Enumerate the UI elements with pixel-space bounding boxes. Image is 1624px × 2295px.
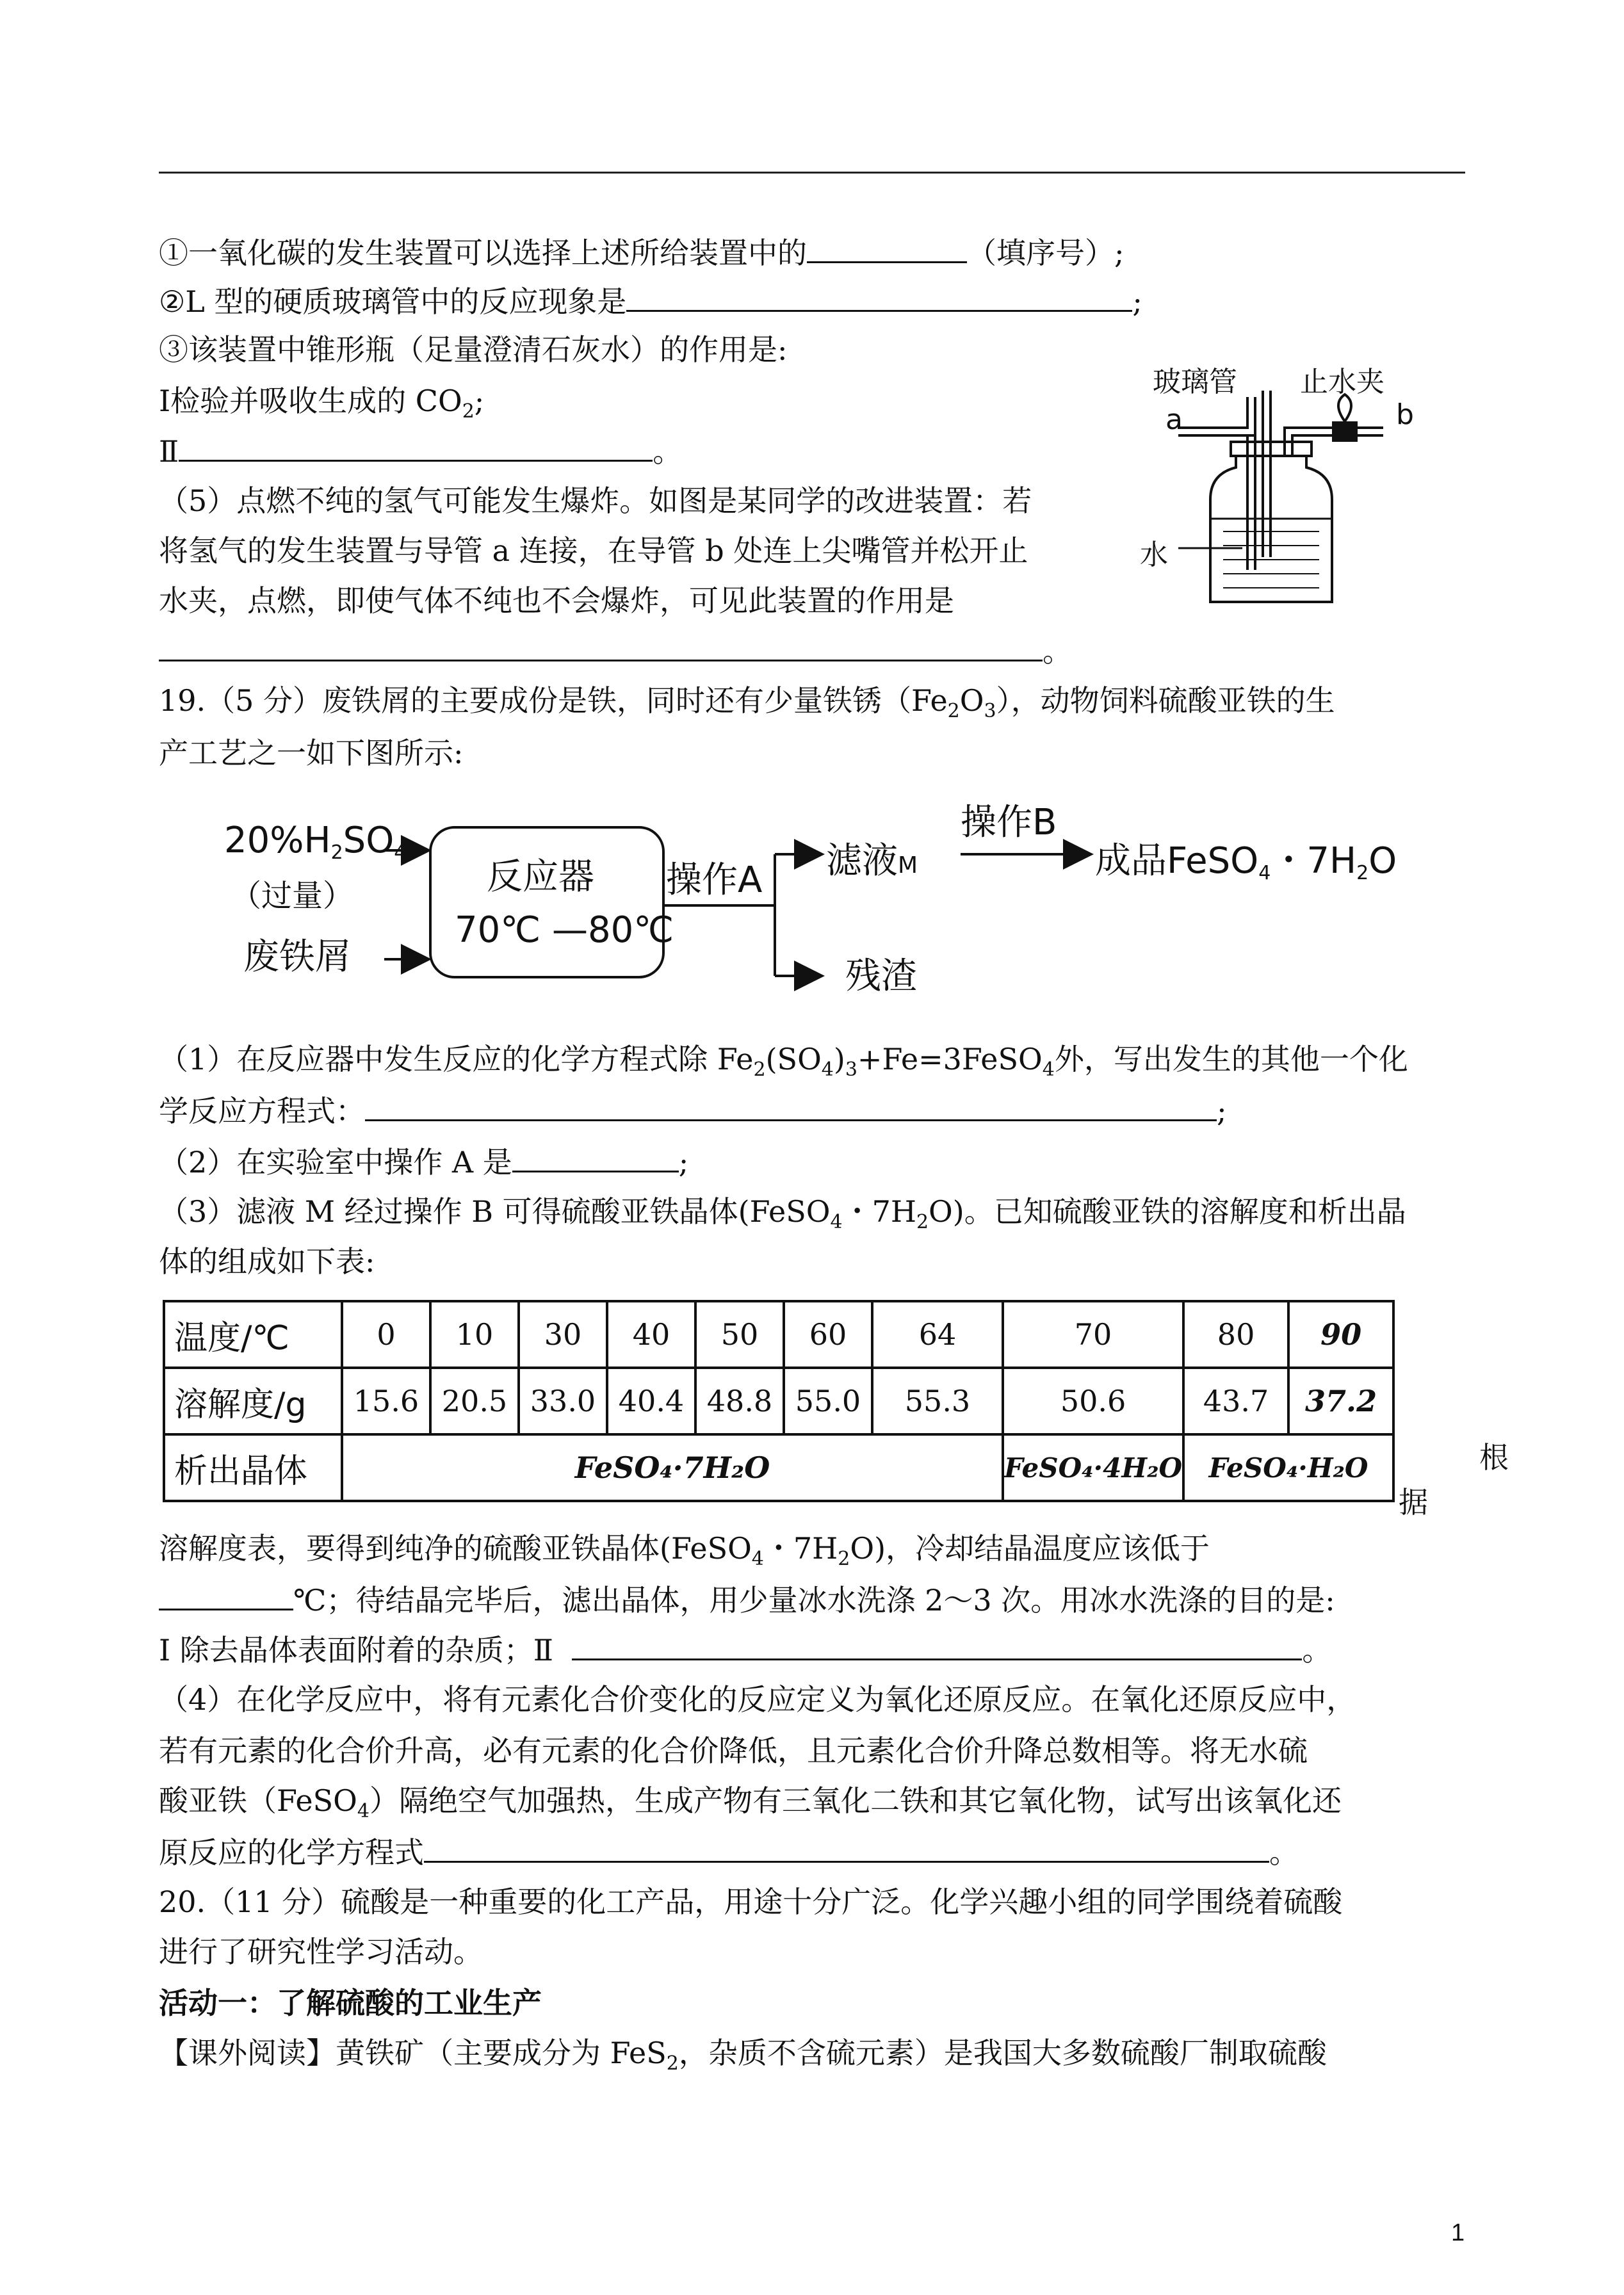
q18-line-5: Ⅱ 。 [159, 432, 682, 471]
answer-blank[interactable] [807, 233, 967, 263]
q19-p3-line-5: Ⅰ 除去晶体表面附着的杂质；Ⅱ 。 [159, 1630, 1331, 1669]
table-cell: 43.7 [1183, 1368, 1288, 1434]
q19-line-1: 19.（5 分）废铁屑的主要成份是铁，同时还有少量铁锈$(Fe_2O_3)$，动物饲料硫酸亚铁的生 [159, 683, 1335, 722]
water-clamp-label: 止水夹 [1300, 366, 1384, 398]
q18-line-8: 水夹，点燃，即使气体不纯也不会爆炸，可见此装置的作用是 [159, 583, 954, 618]
tube-b-label: b [1396, 398, 1414, 431]
water-label: 水 [1140, 539, 1168, 571]
page-number: 1 [1451, 2219, 1465, 2246]
answer-blank[interactable] [626, 282, 1132, 312]
q19-p3-line-4: ℃；待结晶完毕后，滤出晶体，用少量冰水洗涤 2～3 次。用冰水洗涤的目的是: [159, 1580, 1335, 1619]
q19-p3-line-3: 溶解度表，要得到纯净的硫酸亚铁晶体(FeSO$_4$・$7H_2O$)，冷却结晶温度应该低于 [159, 1531, 1210, 1570]
activity-heading: 活动一：了解硫酸的工业生产 [159, 1986, 542, 2020]
table-cell: 33.0 [519, 1368, 607, 1434]
q19-line-2: 产工艺之一如下图所示: [159, 736, 464, 770]
table-cell: 80 [1183, 1301, 1288, 1368]
q19-p4-line-4: 原反应的化学方程式 。 [159, 1833, 1299, 1872]
answer-blank[interactable] [512, 1142, 679, 1172]
product-label: 成品FeSO$_4$・$7H_2O$ [1095, 840, 1397, 884]
filtrate-label: 滤液M [826, 840, 918, 882]
table-cell: FeSO₄·H₂O [1183, 1434, 1393, 1501]
flow-arrows [211, 794, 1428, 1025]
q19-p2: （2）在实验室中操作 A 是 ; [159, 1142, 688, 1181]
glass-tube-label: 玻璃管 [1153, 366, 1237, 398]
answer-blank[interactable] [572, 1630, 1302, 1660]
table-cell: 55.0 [784, 1368, 872, 1434]
q19-p4-line-3: 酸亚铁（FeSO$_4$）隔绝空气加强热，生成产物有三氧化二铁和其它氧化物，试写出该氧化还 [159, 1783, 1342, 1822]
q20-reading: 【课外阅读】黄铁矿（主要成分为 FeS$_2$，杂质不含硫元素）是我国大多数硫酸厂制取硫酸 [159, 2036, 1327, 2075]
table-cell: 90 [1288, 1301, 1393, 1368]
table-cell: 70 [1003, 1301, 1183, 1368]
reactor-label: 反应器 [487, 856, 594, 898]
crystal-header: 析出晶体 [164, 1434, 342, 1501]
q18-line-2: ②L 型的硬质玻璃管中的反应现象是 ; [159, 282, 1142, 321]
table-cell: 50.6 [1003, 1368, 1183, 1434]
table-cell: 64 [872, 1301, 1003, 1368]
table-cell: 15.6 [342, 1368, 430, 1434]
operation-b-label: 操作B [961, 802, 1057, 843]
table-row-solubility [164, 1368, 1393, 1434]
excess-label: （过量） [231, 878, 354, 914]
q20-line-2: 进行了研究性学习活动。 [159, 1934, 483, 1969]
table-cell: FeSO₄·4H₂O [1003, 1434, 1183, 1501]
table-cell: 0 [342, 1301, 430, 1368]
q18-line-3: ③该装置中锥形瓶（足量澄清石灰水）的作用是: [159, 332, 788, 367]
side-text-gen: 根 [1479, 1440, 1509, 1475]
table-cell: 30 [519, 1301, 607, 1368]
table-cell: 48.8 [695, 1368, 784, 1434]
table-cell: 37.2 [1288, 1368, 1393, 1434]
q20-line-1: 20.（11 分）硫酸是一种重要的化工产品，用途十分广泛。化学兴趣小组的同学围绕着硫酸 [159, 1885, 1343, 1919]
q19-p4-line-2: 若有元素的化合价升高，必有元素的化合价降低，且元素化合价升降总数相等。将无水硫 [159, 1733, 1308, 1768]
answer-blank[interactable] [159, 631, 1043, 661]
table-row-crystal [164, 1434, 1393, 1501]
q19-p1-line-2: 学反应方程式： ; [159, 1091, 1227, 1130]
answer-blank[interactable] [179, 432, 653, 462]
process-flow-diagram [211, 794, 1428, 1025]
reactor-temp-label: 70℃ —80℃ [455, 909, 674, 951]
side-text-ju: 据 [1399, 1485, 1428, 1520]
answer-blank[interactable] [159, 1580, 293, 1610]
tube-a-label: a [1165, 403, 1183, 436]
q19-p4-line-1: （4）在化学反应中，将有元素化合价变化的反应定义为氧化还原反应。在氧化还原反应中， [159, 1682, 1356, 1717]
q19-p3-line-2: 体的组成如下表: [159, 1244, 375, 1279]
q18-line-7: 将氢气的发生装置与导管 a 连接，在导管 b 处连上尖嘴管并松开止 [159, 533, 1028, 568]
table-cell: 40.4 [607, 1368, 695, 1434]
q19-p3-line-1: （3）滤液 M 经过操作 B 可得硫酸亚铁晶体(FeSO$_4$・$7H_2O$)。已知硫酸亚铁的溶解度和析出晶 [159, 1194, 1406, 1233]
table-cell: 50 [695, 1301, 784, 1368]
table-cell: 40 [607, 1301, 695, 1368]
solubility-header: 溶解度/g [164, 1368, 342, 1434]
temp-header: 温度/℃ [164, 1301, 342, 1368]
scrap-iron-label: 废铁屑 [243, 936, 351, 978]
bottle-drawing [1140, 346, 1428, 621]
residue-label: 残渣 [845, 955, 917, 997]
table-cell: 55.3 [872, 1368, 1003, 1434]
header-rule [159, 172, 1465, 174]
q19-p1-line-1: （1）在反应器中发生反应的化学方程式除 $Fe_2(SO_4)_3+Fe=3FeSO_4$外，写出发生的其他一个化 [159, 1042, 1408, 1081]
q18-line-4: Ⅰ检验并吸收生成的 $CO_2$; [159, 384, 485, 423]
bottle-apparatus-diagram [1140, 346, 1428, 621]
acid-input-label: $20\%H_2SO_4$ [224, 820, 407, 864]
table-cell: FeSO₄·7H₂O [342, 1434, 1003, 1501]
q18-line-1: ①一氧化碳的发生装置可以选择上述所给装置中的 （填序号）; [159, 233, 1125, 272]
q18-line-9: 。 [159, 631, 1072, 670]
q18-line-6: （5）点燃不纯的氢气可能发生爆炸。如图是某同学的改进装置：若 [159, 483, 1032, 518]
table-cell: 20.5 [430, 1368, 519, 1434]
table-row-temperature [164, 1301, 1393, 1368]
solubility-table [163, 1300, 1395, 1502]
operation-a-label: 操作A [666, 859, 763, 901]
answer-blank[interactable] [365, 1091, 1217, 1121]
answer-blank[interactable] [424, 1833, 1269, 1863]
table-cell: 60 [784, 1301, 872, 1368]
table-cell: 10 [430, 1301, 519, 1368]
